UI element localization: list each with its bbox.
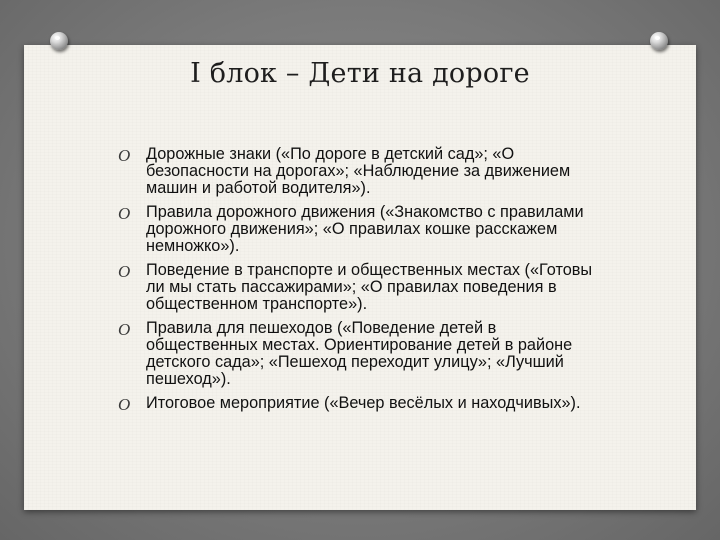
list-item — [118, 204, 608, 255]
list-item-text: Поведение в транспорте и общественных местах («Готовы ли мы стать пассажирами»; «О правилах поведения в общественном транспорте»). — [146, 261, 593, 313]
list-item-text: Правила для пешеходов («Поведение детей в общественных местах. Ориентирование детей в районе детского сада»; «Пешеход переходит улицу»; «Лучший пешеход»). — [146, 319, 573, 388]
bullet-icon: O — [118, 320, 131, 339]
bullet-icon: O — [118, 395, 131, 414]
slide-title: I блок – Дети на дороге — [190, 58, 530, 89]
pushpin-icon — [50, 32, 68, 50]
list-item-text: Итоговое мероприятие («Вечер весёлых и находчивых»). — [146, 394, 581, 412]
bullet-icon: O — [118, 204, 131, 223]
list-item — [118, 395, 608, 412]
bullet-icon: O — [118, 262, 131, 281]
bullet-icon: O — [118, 146, 131, 165]
list-item — [118, 320, 608, 388]
list-item-text: Дорожные знаки («По дороге в детский сад»; «О безопасности на дорогах»; «Наблюдение за движением машин и работой водителя»). — [146, 145, 571, 197]
pushpin-icon — [650, 32, 668, 50]
list-item — [118, 146, 608, 197]
list-item-text: Правила дорожного движения («Знакомство с правилами дорожного движения»; «О правилах кошке расскажем немножко»). — [146, 203, 584, 255]
list-item — [118, 262, 608, 313]
bullet-list — [118, 146, 608, 419]
